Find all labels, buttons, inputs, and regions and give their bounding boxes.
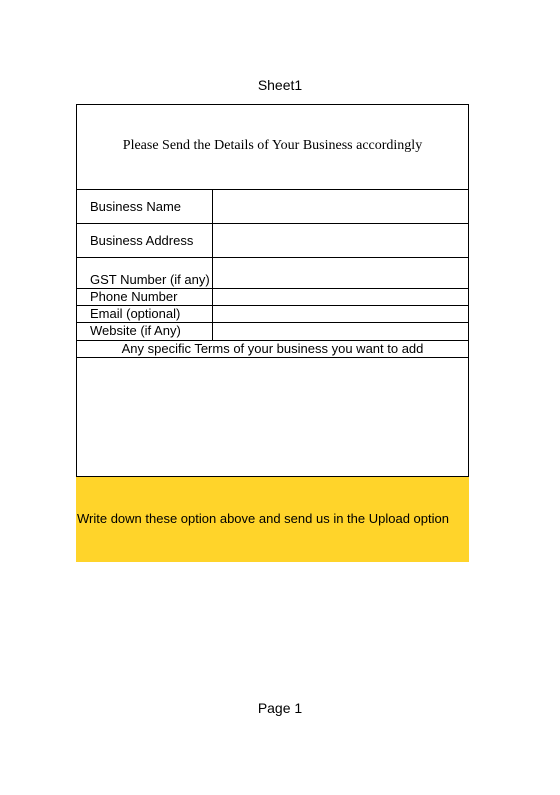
field-value-website[interactable] [214,323,468,340]
field-label-email: Email (optional) [90,306,181,321]
table-border-right [468,104,469,477]
field-label-business-address: Business Address [90,233,194,248]
column-divider [212,189,213,340]
terms-label: Any specific Terms of your business you want to add [121,341,424,356]
sheet-title: Sheet1 [257,77,303,93]
instruction-banner-text: Write down these option above and send us in the Upload option [77,511,449,526]
form-header: Please Send the Details of Your Business accordingly [122,138,423,153]
page-number: Page 1 [257,700,303,716]
field-value-business-address[interactable] [214,224,468,257]
field-value-email[interactable] [214,306,468,322]
field-value-business-name[interactable] [214,190,468,223]
terms-input-area[interactable] [77,358,468,476]
field-value-phone-number[interactable] [214,289,468,305]
field-label-website: Website (if Any) [90,323,181,338]
field-label-gst-number: GST Number (if any) [90,272,210,287]
field-value-gst-number[interactable] [214,258,468,288]
field-label-phone-number: Phone Number [90,289,178,304]
table-border-top [76,104,469,105]
instruction-banner [76,477,469,562]
field-label-business-name: Business Name [90,199,182,214]
